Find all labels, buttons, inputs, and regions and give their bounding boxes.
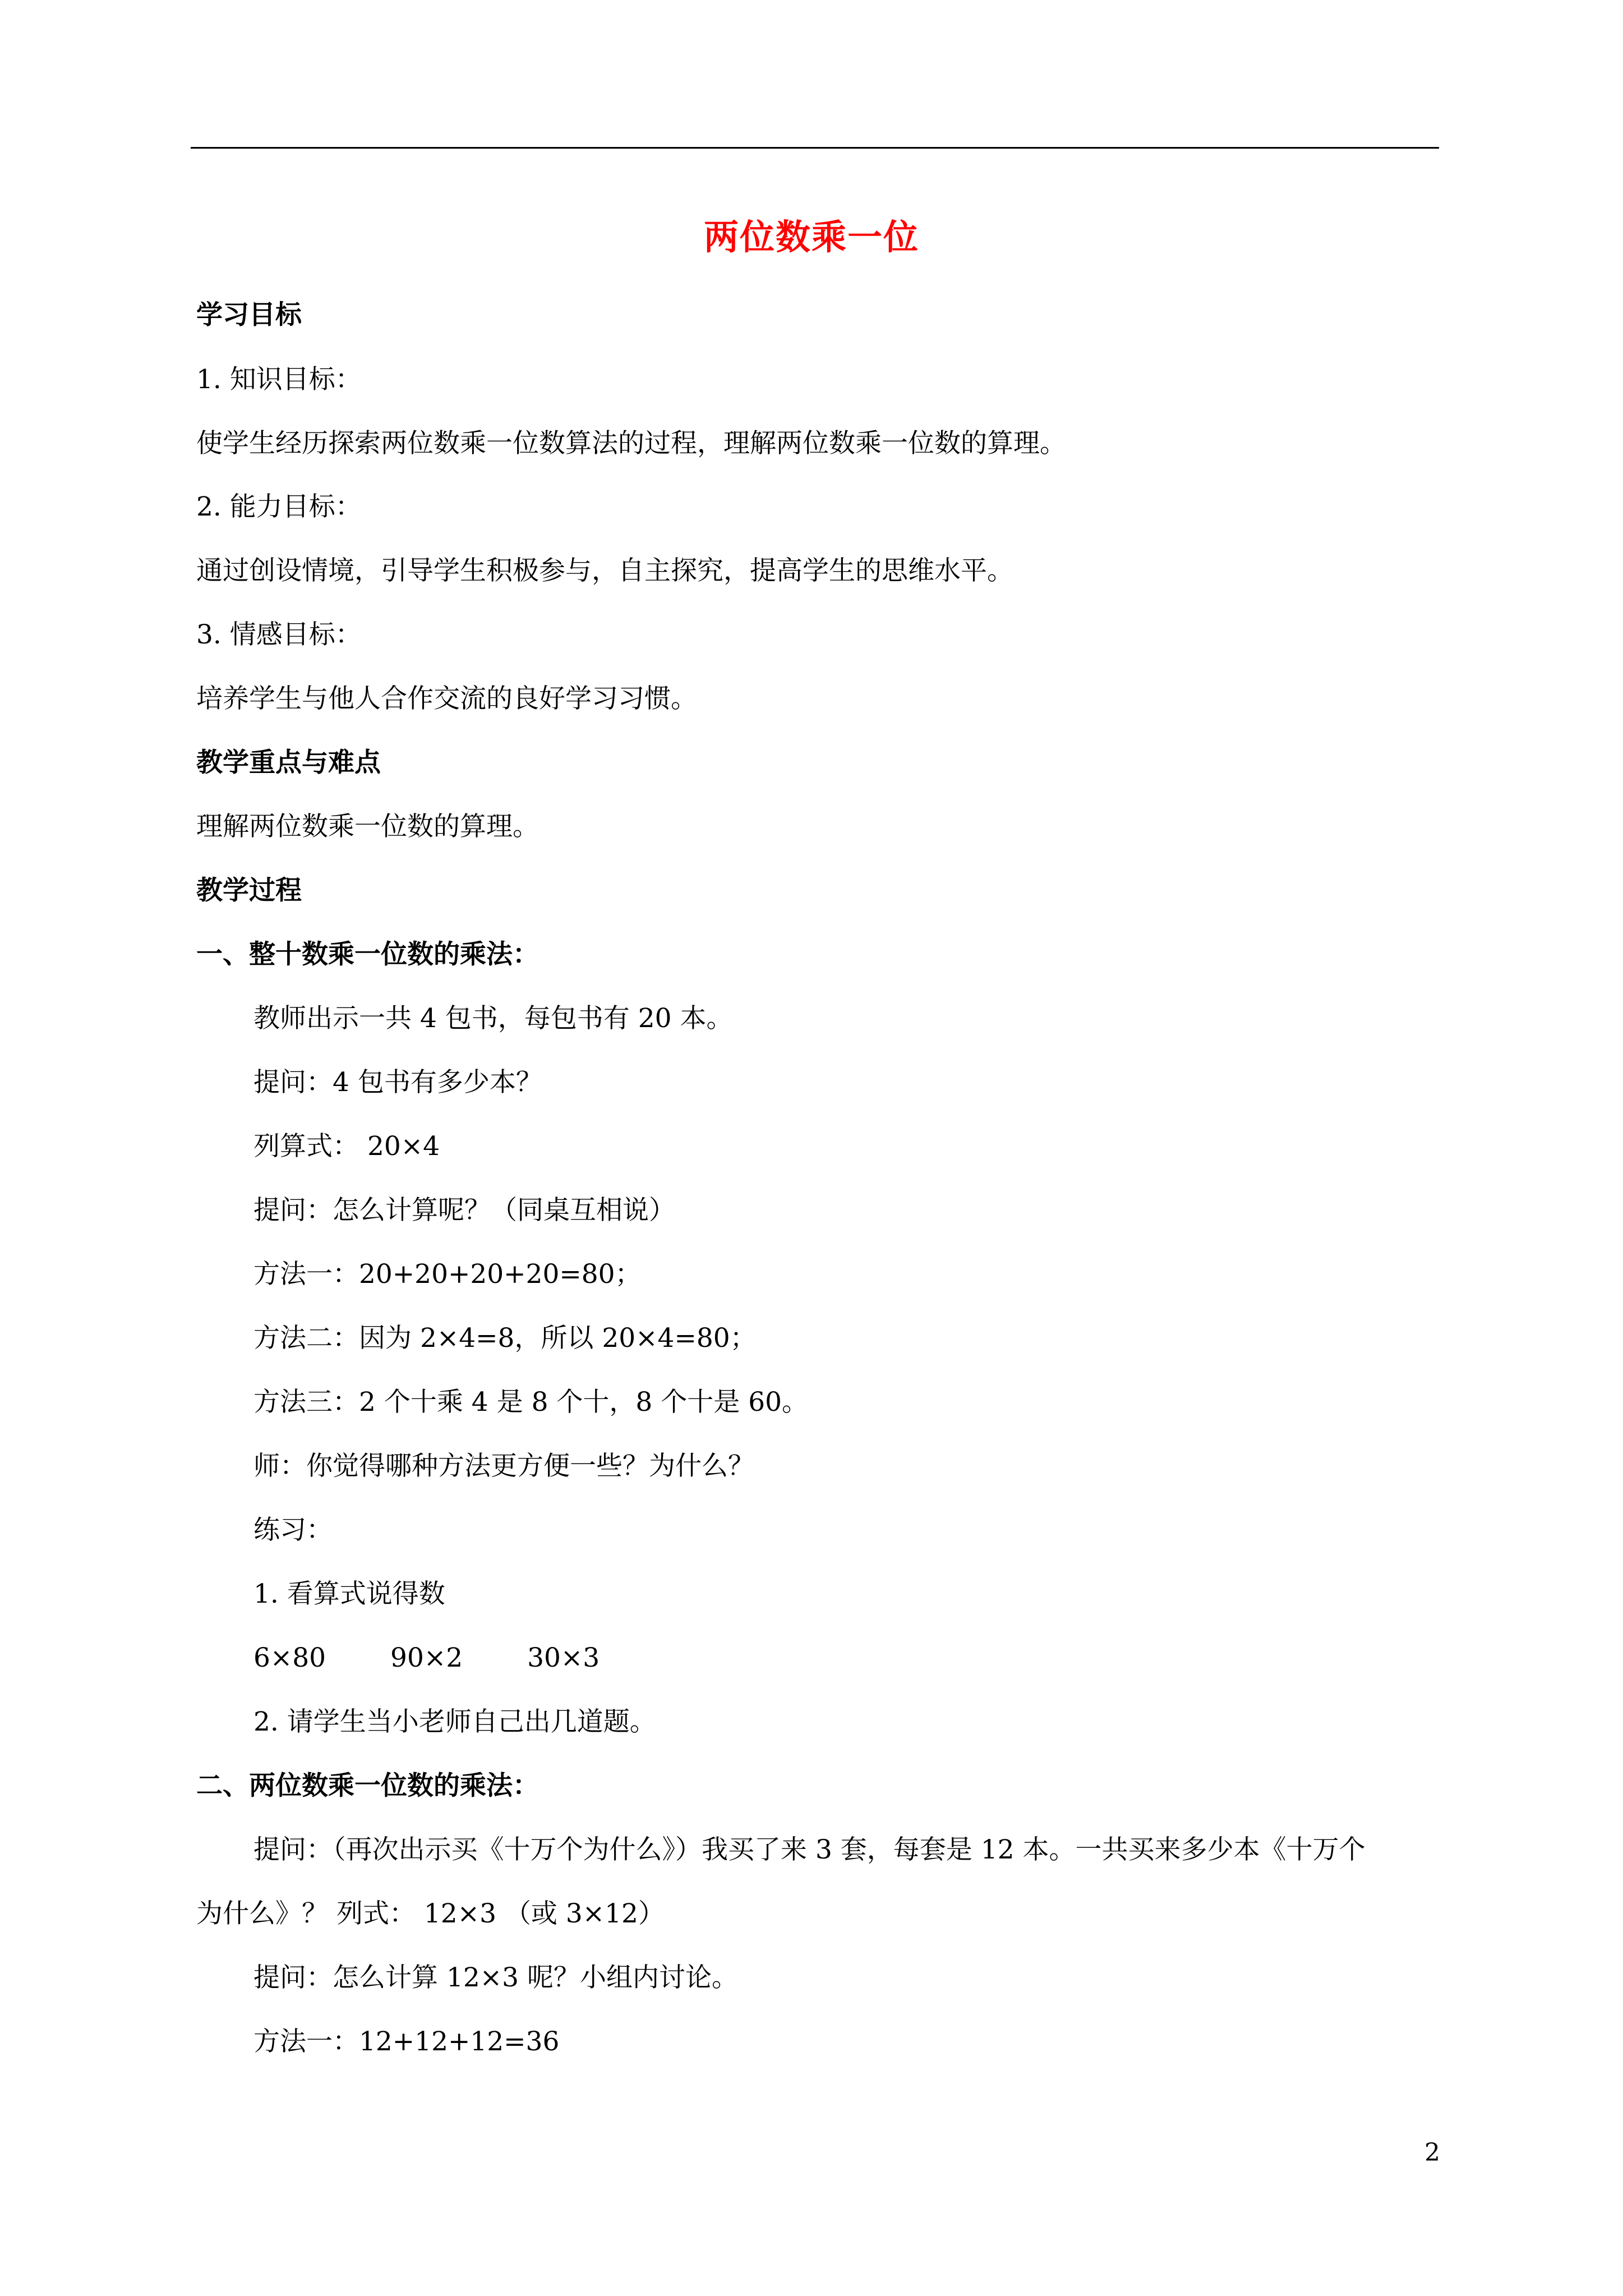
practice-expressions — [253, 1638, 1496, 1678]
objective-1-label: 1. 知识目标： — [196, 364, 362, 395]
objective-3-text: 培养学生与他人合作交流的良好学习习惯。 — [196, 683, 697, 714]
header-rule — [191, 147, 1439, 149]
page-number: 2 — [1424, 2138, 1440, 2167]
part1-line: 方法三：2 个十乘 4 是 8 个十，8 个十是 60。 — [253, 1387, 808, 1418]
part1-line: 提问：怎么计算呢？（同桌互相说） — [253, 1195, 675, 1226]
page-title: 两位数乘一位 — [703, 217, 919, 257]
objectives-heading: 学习目标 — [196, 300, 302, 330]
part1-line: 1. 看算式说得数 — [253, 1579, 445, 1609]
expression: 90×2 — [390, 1642, 463, 1673]
objective-3-label: 3. 情感目标： — [196, 619, 362, 650]
part2-heading: 二、两位数乘一位数的乘法： — [196, 1770, 539, 1801]
part1-line: 练习： — [253, 1515, 333, 1545]
objective-1-text: 使学生经历探索两位数乘一位数算法的过程，理解两位数乘一位数的算理。 — [196, 428, 1066, 459]
process-heading: 教学过程 — [196, 875, 302, 906]
part1-line: 方法一：20+20+20+20=80； — [253, 1259, 642, 1290]
part1-line: 方法二：因为 2×4=8，所以 20×4=80； — [253, 1323, 757, 1354]
expression: 6×80 — [253, 1642, 326, 1673]
part1-line: 2. 请学生当小老师自己出几道题。 — [253, 1706, 656, 1737]
part1-line: 提问：4 包书有多少本？ — [253, 1067, 542, 1098]
part2-line: 提问：怎么计算 12×3 呢？小组内讨论。 — [253, 1962, 738, 1993]
expression: 30×3 — [527, 1642, 600, 1673]
part2-line: 为什么》？ 列式： 12×3 （或 3×12） — [196, 1898, 665, 1929]
objective-2-text: 通过创设情境，引导学生积极参与，自主探究，提高学生的思维水平。 — [196, 555, 1013, 586]
part2-line: 方法一：12+12+12=36 — [253, 2026, 560, 2057]
keypoints-heading: 教学重点与难点 — [196, 747, 381, 778]
part1-heading: 一、整十数乘一位数的乘法： — [196, 939, 539, 970]
part1-line: 列算式： 20×4 — [253, 1131, 440, 1162]
objective-2-label: 2. 能力目标： — [196, 491, 362, 522]
part2-line: 提问：（再次出示买《十万个为什么》）我买了来 3 套，每套是 12 本。一共买来多少本《十万个 — [253, 1834, 1366, 1865]
part1-line: 教师出示一共 4 包书，每包书有 20 本。 — [253, 1003, 733, 1034]
part1-line: 师：你觉得哪种方法更方便一些？为什么？ — [253, 1451, 754, 1481]
keypoints-text: 理解两位数乘一位数的算理。 — [196, 811, 539, 842]
